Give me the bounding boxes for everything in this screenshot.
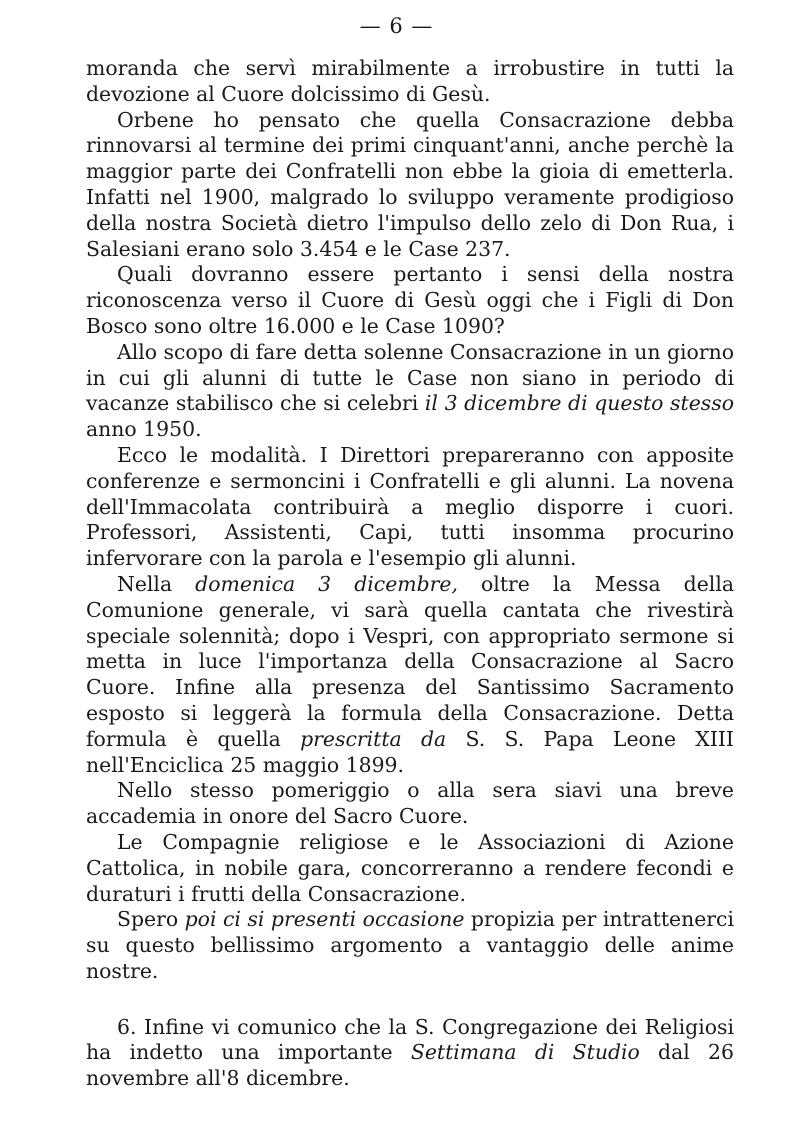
paragraph-continuation: [86, 56, 734, 108]
paragraph-modalities: [86, 443, 734, 572]
text-segment: oltre la Messa della Comunione generale, vi sarà quella cantata che rivestirà speciale solennità; dopo i Vespri, con appropriato sermone si metta in luce l'importanza della Consacrazione al Sacro Cuore. Infine alla presenza del Santissimo Sacramento esposto si leggerà la formula della Consacrazione. Detta formula è quella: [86, 571, 735, 751]
page-number: — 6 —: [359, 14, 434, 38]
document-body: [86, 56, 734, 1092]
text-segment: Nello stesso pomeriggio o alla sera siavi una breve accademia in onore del Sacro Cuore.: [86, 778, 734, 829]
text-segment: Spero: [117, 907, 185, 932]
italic-segment: Settimana di Studio: [410, 1040, 640, 1065]
paragraph-consecration-renewal: [86, 108, 734, 263]
text-segment: Orbene ho pensato che quella Consacrazione debba rinnovarsi al termine dei primi cinquant'anni, anche perchè la maggior parte dei Confratelli non ebbe la gioia di emetterla. Infatti nel 1900, malgrado lo sviluppo veramente prodigioso della nostra Società dietro l'impulso dello zelo di Don Rua, i Salesiani erano solo 3.454 e le Case 237.: [86, 107, 734, 261]
paragraph-hope: [86, 907, 734, 984]
text-segment: S. S. Papa Leone XIII nell'Enciclica 25 maggio 1899.: [86, 726, 734, 777]
paragraph-academy: [86, 778, 734, 830]
italic-segment: poi ci si presenti occasione: [184, 907, 465, 932]
text-segment: Nella: [117, 571, 196, 596]
paragraph-sunday: [86, 572, 734, 778]
paragraph-date: [86, 340, 734, 443]
text-segment: Le Compagnie religiose e le Associazioni di Azione Cattolica, in nobile gara, concorreranno a rendere fecondi e duraturi i frutti della Consacrazione.: [86, 829, 734, 906]
text-segment: Ecco le modalità. I Direttori prepareranno con apposite conferenze e sermoncini i Confratelli e gli alunni. La novena dell'Immacolata contribuirà a meglio disporre i cuori. Professori, Assistenti, Capi, tutti insomma procurino infervorare con la parola e l'esempio gli alunni.: [86, 442, 734, 571]
text-segment: moranda che servì mirabilmente a irrobustire in tutti la devozione al Cuore dolcissimo di Gesù.: [86, 56, 734, 106]
italic-segment: prescritta da: [300, 726, 447, 751]
text-segment: 6. Infine vi comunico che la S. Congregazione dei Religiosi ha indetto una importante: [86, 1014, 734, 1065]
text-segment: anno 1950.: [86, 417, 202, 442]
text-segment: Quali dovranno essere pertanto i sensi della nostra riconoscenza verso il Cuore di Gesù oggi che i Figli di Don Bosco sono oltre 16.000 e le Case 1090?: [86, 262, 734, 338]
paragraph-gratitude: [86, 262, 734, 339]
paragraph-point-6: [86, 1015, 734, 1092]
text-segment: propizia per intrattenerci su questo bellissimo argomento a vantaggio delle anime nostre.: [86, 907, 734, 983]
italic-segment: domenica 3 dicembre,: [195, 571, 458, 596]
text-segment: dal 26 novembre all'8 dicembre.: [86, 1040, 734, 1091]
paragraph-companies: [86, 830, 734, 907]
text-segment: Allo scopo di fare detta solenne Consacrazione in un giorno in cui gli alunni di tutte le Case non siano in periodo di vacanze stabilisco che si celebri: [86, 339, 734, 416]
italic-segment: il 3 dicembre di questo stesso: [424, 391, 734, 416]
